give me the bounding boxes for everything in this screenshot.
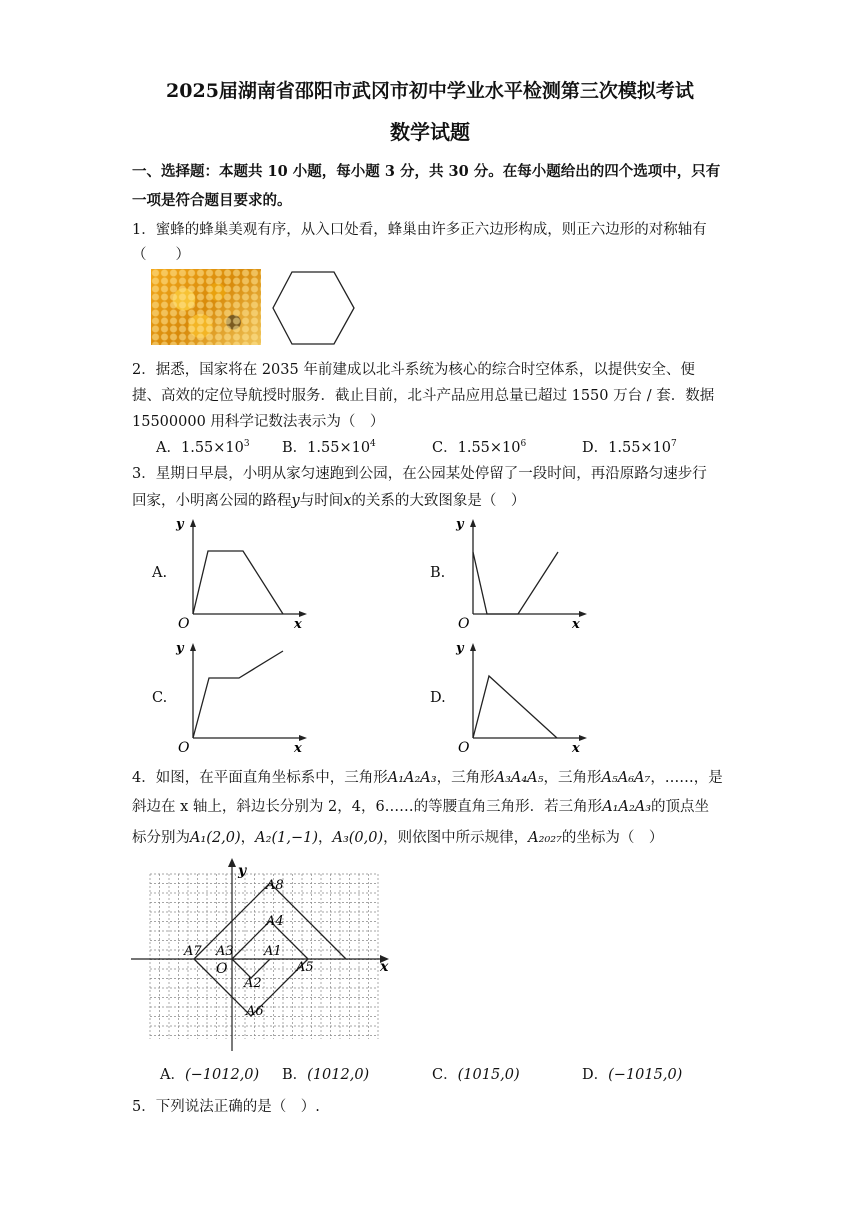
q1-line1: 1．蜜蜂的蜂巢美观有序，从入口处看，蜂巢由许多正六边形构成，则正六边形的对称轴有 bbox=[132, 222, 707, 238]
section-heading-line2: 一项是符合题目要求的。 bbox=[132, 192, 292, 209]
hexagon-figure bbox=[270, 268, 356, 348]
q3-graph-a[interactable] bbox=[170, 514, 310, 630]
q2-line1: 2．据悉，国家将在 2035 年前建成以北斗系统为核心的综合时空体系，以提供安全、便 bbox=[132, 362, 695, 378]
graph-b-axis-x: x bbox=[572, 617, 580, 630]
q4-option-d[interactable]: D．(−1015,0) bbox=[582, 1067, 683, 1083]
q1-line2: （ ） bbox=[132, 247, 190, 263]
honeycomb-texture bbox=[151, 269, 261, 345]
q3-option-a-label[interactable]: A. bbox=[152, 565, 168, 581]
q3-line1: 3．星期日早晨，小明从家匀速跑到公园，在公园某处停留了一段时间，再沿原路匀速步行 bbox=[132, 466, 707, 482]
exam-title: 2025届湖南省邵阳市武冈市初中学业水平检测第三次模拟考试 bbox=[166, 80, 694, 102]
q3-option-d-label[interactable]: D. bbox=[430, 690, 446, 706]
q5-line1: 5．下列说法正确的是（ ）. bbox=[132, 1099, 320, 1115]
q4-option-b[interactable]: B．(1012,0) bbox=[282, 1067, 370, 1083]
q3-option-c-label[interactable]: C. bbox=[152, 690, 168, 706]
fig-label-a1: A1 bbox=[264, 944, 282, 959]
q4-line2: 斜边在 x 轴上，斜边长分别为 2，4，6……的等腰直角三角形．若三角形A₁A₂A₃的顶点坐 bbox=[132, 799, 710, 815]
graph-b-axis-y: y bbox=[456, 517, 464, 532]
graph-b-origin: O bbox=[458, 616, 470, 630]
graph-d-origin: O bbox=[458, 740, 470, 754]
q3-graph-b[interactable] bbox=[450, 514, 590, 630]
fig-label-a5: A5 bbox=[296, 960, 314, 975]
q2-option-c[interactable]: C．$1.55\times 10^6$ bbox=[432, 439, 527, 456]
graph-a-axis-y: y bbox=[176, 517, 184, 532]
fig-label-a3: A3 bbox=[216, 944, 234, 959]
graph-a-axis-x: x bbox=[294, 617, 302, 630]
fig-label-a6: A6 bbox=[246, 1004, 264, 1019]
graph-a-origin: O bbox=[178, 616, 190, 630]
q3-option-b-label[interactable]: B. bbox=[430, 565, 446, 581]
section-heading-line1: 一、选择题：本题共 10 小题，每小题 3 分，共 30 分。在每小题给出的四个选项中，只有 bbox=[132, 163, 721, 180]
graph-c-origin: O bbox=[178, 740, 190, 754]
q3-graph-d[interactable] bbox=[450, 638, 590, 754]
fig-label-a4: A4 bbox=[266, 914, 284, 929]
q2-option-a[interactable]: A．$1.55\times 10^3$ bbox=[156, 439, 250, 456]
q2-line3: 15500000 用科学记数法表示为（ ） bbox=[132, 414, 385, 430]
graph-c-axis-x: x bbox=[294, 741, 302, 754]
q4-option-c[interactable]: C．(1015,0) bbox=[432, 1067, 520, 1083]
fig-origin: O bbox=[216, 961, 228, 977]
q3-line2: 回家，小明离公园的路程y与时间x的关系的大致图象是（ ） bbox=[132, 493, 526, 509]
fig-axis-y: y bbox=[238, 863, 247, 879]
q2-line2: 捷、高效的定位导航授时服务．截止目前，北斗产品应用总量已超过 1550 万台 / 套．数据 bbox=[132, 388, 715, 404]
q4-line3: 标分别为A₁(2,0)，A₂(1,−1)，A₃(0,0)，则依图中所示规律，A₂₀₂₇的坐标为（ ） bbox=[132, 830, 664, 846]
q4-line1: 4．如图，在平面直角坐标系中，三角形A₁A₂A₃，三角形A₃A₄A₅，三角形A₅A₆A₇，……，是 bbox=[132, 770, 723, 786]
q4-option-a[interactable]: A．(−1012,0) bbox=[160, 1067, 260, 1083]
fig-axis-x: x bbox=[380, 959, 389, 975]
q2-option-b[interactable]: B．$1.55\times 10^4$ bbox=[282, 439, 376, 456]
q4-coordinate-figure bbox=[128, 855, 394, 1053]
fig-label-a2: A2 bbox=[244, 976, 262, 991]
fig-label-a8: A8 bbox=[266, 878, 284, 893]
fig-label-a7: A7 bbox=[184, 944, 202, 959]
graph-c-axis-y: y bbox=[176, 641, 184, 656]
graph-d-axis-x: x bbox=[572, 741, 580, 754]
q3-graph-c[interactable] bbox=[170, 638, 310, 754]
q2-option-d[interactable]: D．$1.55\times 10^7$ bbox=[582, 439, 677, 456]
exam-subtitle: 数学试题 bbox=[390, 120, 470, 144]
graph-d-axis-y: y bbox=[456, 641, 464, 656]
